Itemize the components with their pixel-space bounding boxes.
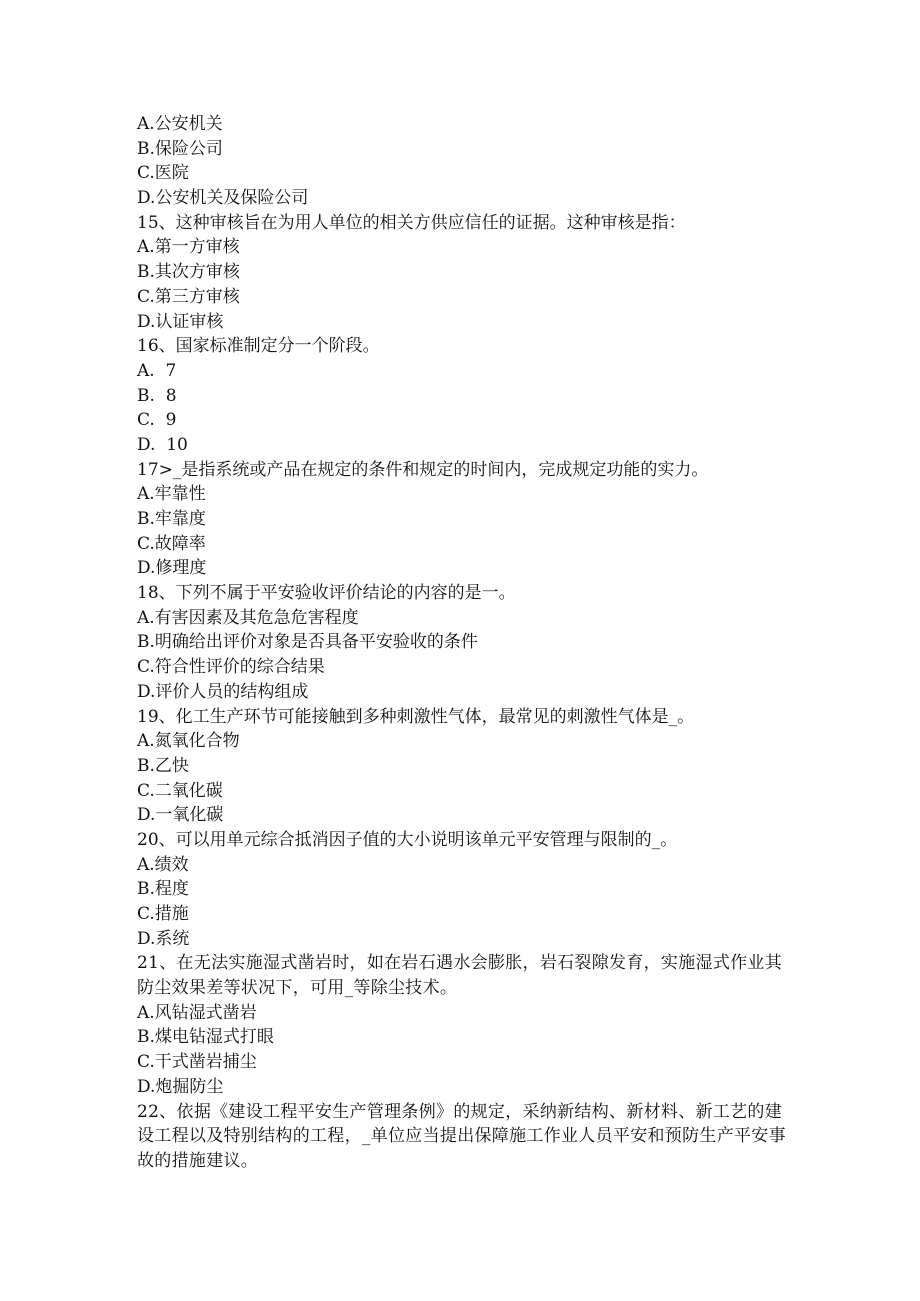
option-b-q19: B.乙快 bbox=[137, 755, 189, 776]
option-c-q19: C.二氧化碳 bbox=[137, 780, 223, 801]
option-c-q16: C. 9 bbox=[137, 410, 177, 431]
option-b-q15: B.其次方审核 bbox=[137, 262, 240, 283]
option-c-q20: C.措施 bbox=[137, 904, 189, 924]
option-d-q16: D. 10 bbox=[137, 434, 188, 455]
option-b-q16: B. 8 bbox=[137, 385, 177, 406]
question-17: 17>_是指系统或产品在规定的条件和规定的时间内，完成规定功能的实力。 bbox=[137, 459, 709, 480]
option-c-q18: C.符合性评价的综合结果 bbox=[137, 657, 325, 678]
option-d-q14: D.公安机关及保险公司 bbox=[137, 188, 309, 209]
option-c-q21: C.干式凿岩捕尘 bbox=[137, 1052, 257, 1073]
question-20: 20、可以用单元综合抵消因子值的大小说明该单元平安管理与限制的_。 bbox=[137, 829, 678, 850]
option-d-q19: D.一氧化碳 bbox=[137, 805, 224, 826]
question-21: 21、在无法实施湿式凿岩时，如在岩石遇水会膨胀，岩石裂隙发育，实施湿式作业其防尘效果差等状况下，可用_等除尘技术。 bbox=[137, 953, 783, 999]
question-16: 16、国家标准制定分一个阶段。 bbox=[137, 336, 380, 357]
option-a-q17: A.牢靠性 bbox=[137, 484, 206, 505]
question-18: 18、下列不属于平安验收评价结论的内容的是一。 bbox=[137, 583, 516, 604]
option-b-q21: B.煤电钻湿式打眼 bbox=[137, 1027, 274, 1048]
option-d-q21: D.炮掘防尘 bbox=[137, 1076, 224, 1097]
option-a-q16: A. 7 bbox=[137, 360, 177, 381]
option-a-q18: A.有害因素及其危急危害程度 bbox=[137, 607, 359, 628]
option-d-q15: D.认证审核 bbox=[137, 311, 224, 332]
option-b-q17: B.牢靠度 bbox=[137, 509, 206, 529]
option-d-q18: D.评价人员的结构组成 bbox=[137, 681, 309, 702]
question-22: 22、依据《建设工程平安生产管理条例》的规定，采纳新结构、新材料、新工艺的建设工程以及特别结构的工程，_单位应当提出保障施工作业人员平安和预防生产平安事故的措施建议。 bbox=[137, 1101, 786, 1171]
option-a-q21: A.风钻湿式凿岩 bbox=[137, 1002, 257, 1023]
option-c-q17: C.故障率 bbox=[137, 533, 206, 554]
option-c-q14: C.医院 bbox=[137, 163, 189, 184]
option-c-q15: C.第三方审核 bbox=[137, 286, 240, 307]
option-d-q20: D.系统 bbox=[137, 928, 190, 949]
option-a-q15: A.第一方审核 bbox=[137, 237, 240, 258]
question-19: 19、化工生产环节可能接触到多种刺激性气体，最常见的刺激性气体是_。 bbox=[137, 706, 695, 727]
option-b-q14: B.保险公司 bbox=[137, 138, 223, 159]
option-a-q19: A.氮氧化合物 bbox=[137, 731, 240, 752]
option-b-q20: B.程度 bbox=[137, 879, 189, 900]
option-a-q20: A.绩效 bbox=[137, 854, 189, 875]
option-b-q18: B.明确给出评价对象是否具备平安验收的条件 bbox=[137, 632, 478, 653]
document-body bbox=[137, 112, 797, 1174]
option-d-q17: D.修理度 bbox=[137, 558, 207, 579]
option-a-q14: A.公安机关 bbox=[137, 114, 223, 134]
question-15: 15、这种审核旨在为用人单位的相关方供应信任的证据。这种审核是指： bbox=[137, 212, 686, 233]
